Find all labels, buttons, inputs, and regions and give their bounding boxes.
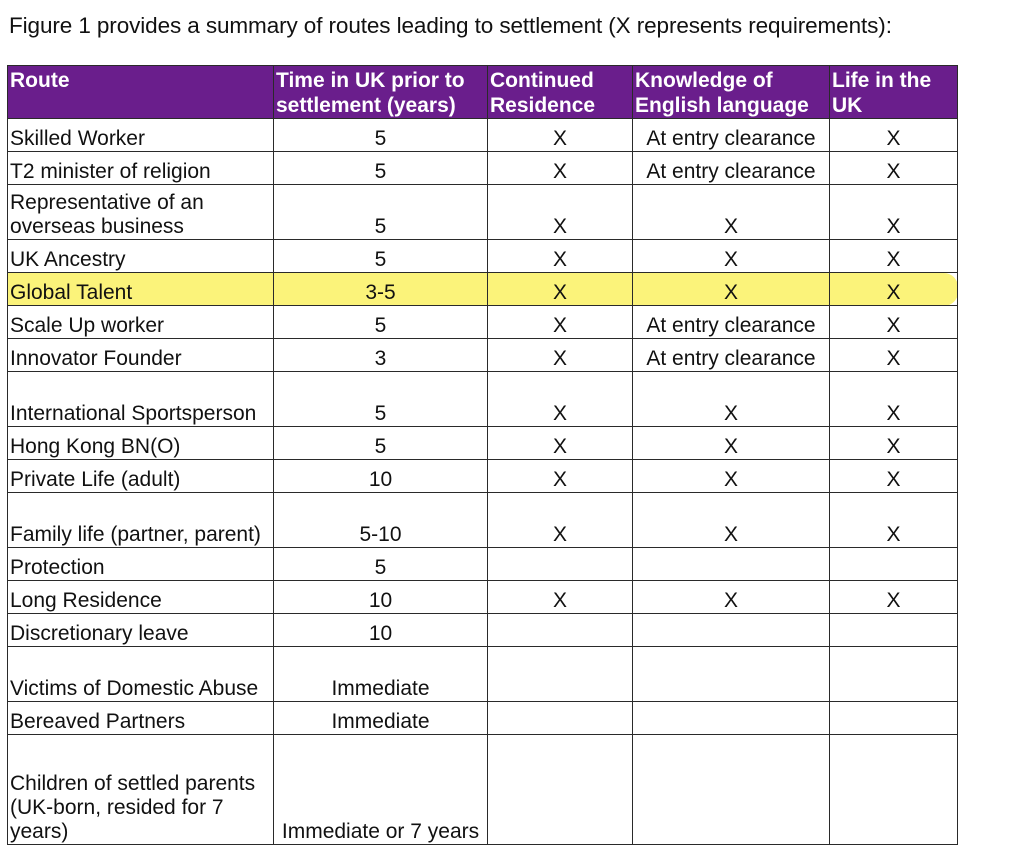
life-in-uk-cell: X: [830, 185, 958, 240]
header-route: Route: [8, 66, 274, 119]
route-cell: UK Ancestry: [8, 240, 274, 273]
residence-cell: X: [488, 460, 633, 493]
time-cell: 5: [274, 152, 488, 185]
table-row: [8, 735, 958, 845]
time-cell: 5: [274, 185, 488, 240]
table-row: [8, 119, 958, 152]
english-cell: [633, 735, 830, 845]
english-cell: X: [633, 273, 830, 306]
time-cell: 10: [274, 581, 488, 614]
life-in-uk-cell: X: [830, 240, 958, 273]
residence-cell: X: [488, 273, 633, 306]
header-life-in-uk: Life in the UK: [830, 66, 958, 119]
time-cell: 5: [274, 240, 488, 273]
life-in-uk-cell: X: [830, 493, 958, 548]
table-row: [8, 240, 958, 273]
residence-cell: [488, 735, 633, 845]
route-cell: Hong Kong BN(O): [8, 427, 274, 460]
table-row: [8, 702, 958, 735]
route-cell: Discretionary leave: [8, 614, 274, 647]
time-cell: 5-10: [274, 493, 488, 548]
time-cell: 3: [274, 339, 488, 372]
residence-cell: X: [488, 306, 633, 339]
table-row: [8, 647, 958, 702]
life-in-uk-cell: X: [830, 372, 958, 427]
english-cell: X: [633, 460, 830, 493]
table-row: [8, 581, 958, 614]
residence-cell: [488, 548, 633, 581]
route-cell: Innovator Founder: [8, 339, 274, 372]
english-cell: X: [633, 185, 830, 240]
table-row: [8, 185, 958, 240]
table-row: [8, 152, 958, 185]
table-row-highlighted: [8, 273, 958, 306]
route-cell: Family life (partner, parent): [8, 493, 274, 548]
route-cell: Victims of Domestic Abuse: [8, 647, 274, 702]
time-cell: Immediate: [274, 647, 488, 702]
residence-cell: X: [488, 240, 633, 273]
life-in-uk-cell: X: [830, 119, 958, 152]
life-in-uk-cell: X: [830, 152, 958, 185]
table-row: [8, 427, 958, 460]
table-row: [8, 306, 958, 339]
english-cell: At entry clearance: [633, 119, 830, 152]
header-continued-residence: Continued Residence: [488, 66, 633, 119]
table-row: [8, 339, 958, 372]
english-cell: [633, 647, 830, 702]
life-in-uk-cell: X: [830, 427, 958, 460]
time-cell: 10: [274, 614, 488, 647]
table-row: [8, 614, 958, 647]
route-cell: Skilled Worker: [8, 119, 274, 152]
life-in-uk-cell: X: [830, 581, 958, 614]
residence-cell: [488, 647, 633, 702]
route-cell: International Sportsperson: [8, 372, 274, 427]
route-cell: Representative of an overseas business: [8, 185, 274, 240]
english-cell: At entry clearance: [633, 152, 830, 185]
route-cell: Protection: [8, 548, 274, 581]
header-english-knowledge: Knowledge of English language: [633, 66, 830, 119]
table-row: [8, 372, 958, 427]
residence-cell: [488, 614, 633, 647]
time-cell: 5: [274, 306, 488, 339]
english-cell: X: [633, 493, 830, 548]
route-cell: Scale Up worker: [8, 306, 274, 339]
life-in-uk-cell: [830, 647, 958, 702]
settlement-routes-table: [7, 65, 958, 845]
life-in-uk-cell: [830, 548, 958, 581]
residence-cell: X: [488, 339, 633, 372]
residence-cell: X: [488, 152, 633, 185]
residence-cell: [488, 702, 633, 735]
residence-cell: X: [488, 581, 633, 614]
route-cell: Global Talent: [8, 273, 274, 306]
time-cell: Immediate or 7 years: [274, 735, 488, 845]
time-cell: 5: [274, 372, 488, 427]
route-cell: T2 minister of religion: [8, 152, 274, 185]
time-cell: 5: [274, 427, 488, 460]
route-cell: Long Residence: [8, 581, 274, 614]
time-cell: 5: [274, 119, 488, 152]
residence-cell: X: [488, 427, 633, 460]
time-cell: 5: [274, 548, 488, 581]
figure-caption: Figure 1 provides a summary of routes leading to settlement (X represents requirements):: [9, 13, 892, 38]
english-cell: At entry clearance: [633, 306, 830, 339]
residence-cell: X: [488, 372, 633, 427]
table-header-row: [8, 66, 958, 119]
english-cell: [633, 702, 830, 735]
time-cell: Immediate: [274, 702, 488, 735]
english-cell: X: [633, 372, 830, 427]
route-cell: Private Life (adult): [8, 460, 274, 493]
english-cell: [633, 548, 830, 581]
life-in-uk-cell: X: [830, 339, 958, 372]
residence-cell: X: [488, 493, 633, 548]
life-in-uk-cell: X: [830, 306, 958, 339]
route-cell: Children of settled parents (UK-born, resided for 7 years): [8, 735, 274, 845]
residence-cell: X: [488, 185, 633, 240]
route-cell: Bereaved Partners: [8, 702, 274, 735]
english-cell: At entry clearance: [633, 339, 830, 372]
life-in-uk-cell: [830, 614, 958, 647]
english-cell: X: [633, 240, 830, 273]
time-cell: 3-5: [274, 273, 488, 306]
english-cell: X: [633, 581, 830, 614]
header-time-in-uk: Time in UK prior to settlement (years): [274, 66, 488, 119]
english-cell: X: [633, 427, 830, 460]
life-in-uk-cell: [830, 702, 958, 735]
life-in-uk-cell: X: [830, 460, 958, 493]
residence-cell: X: [488, 119, 633, 152]
table-row: [8, 548, 958, 581]
life-in-uk-cell: X: [830, 273, 958, 306]
table-row: [8, 460, 958, 493]
table-row: [8, 493, 958, 548]
english-cell: [633, 614, 830, 647]
life-in-uk-cell: [830, 735, 958, 845]
time-cell: 10: [274, 460, 488, 493]
